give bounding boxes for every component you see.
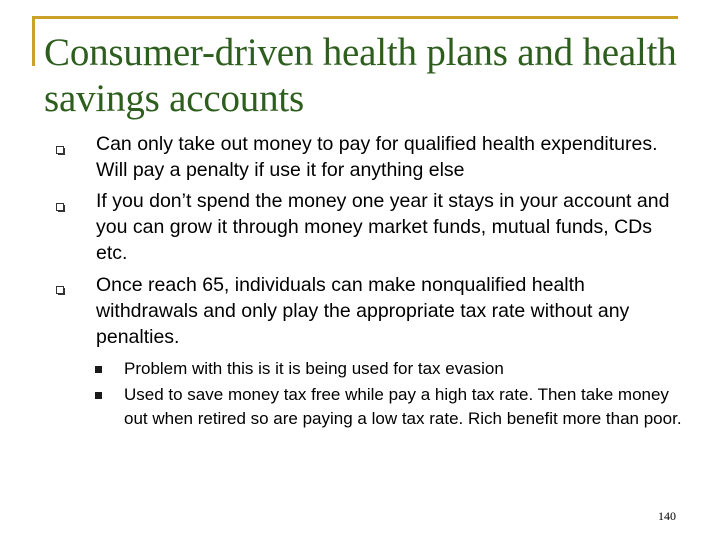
frame-top-border [32,16,678,19]
page-number: 140 [658,509,676,523]
bullet-item: If you don’t spend the money one year it stays in your account and you can grow it through money market funds, mutual funds, CDs etc. [96,190,670,264]
frame-left-border [32,16,35,66]
hollow-square-bullet-icon [56,286,64,294]
slide-title: Consumer-driven health plans and health savings accounts [44,31,677,120]
bullet-item: Once reach 65, individuals can make nonqualified health withdrawals and only play the appropriate tax rate without any penalties. [96,274,630,348]
hollow-square-bullet-icon [56,203,64,211]
filled-square-bullet-icon [95,392,102,399]
filled-square-bullet-icon [95,366,102,373]
sub-bullet-item: Problem with this is it is being used for tax evasion [124,359,504,378]
bullet-item: Can only take out money to pay for qualified health expenditures. Will pay a penalty if use it for anything else [96,133,658,181]
hollow-square-bullet-icon [56,146,64,154]
sub-bullet-item: Used to save money tax free while pay a high tax rate. Then take money out when retired so are paying a low tax rate. Rich benefit more than poor. [124,385,682,428]
